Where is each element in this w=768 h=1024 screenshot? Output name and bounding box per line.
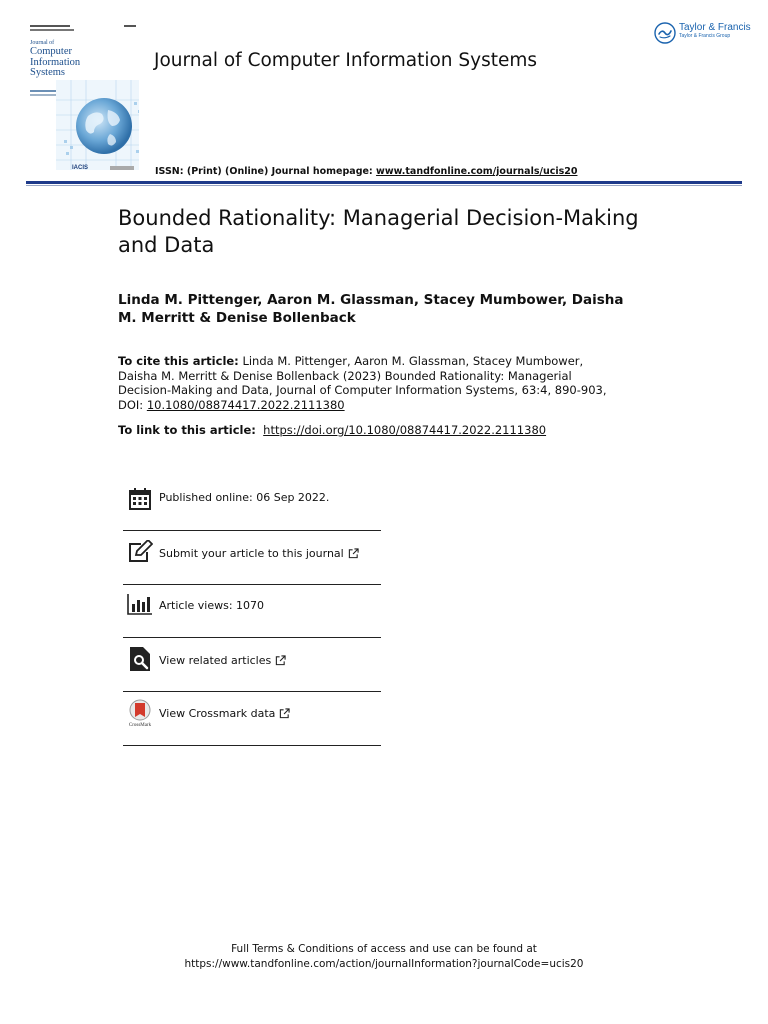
article-title: Bounded Rationality: Managerial Decision-Making and Data: [118, 206, 639, 257]
article-info-list: [123, 476, 381, 746]
article-views-text: Article views: 1070: [159, 599, 265, 612]
published-online-row: [123, 476, 381, 531]
crossmark-row[interactable]: [123, 692, 381, 746]
cover-journal-title: [30, 40, 120, 79]
cover-title-line: Computer: [30, 46, 72, 57]
issn-homepage-line: [155, 166, 577, 177]
link-label: To link to this article:: [118, 423, 256, 437]
article-doi-link[interactable]: https://doi.org/10.1080/08874417.2022.2111380: [263, 423, 547, 437]
terms-footer-line1: Full Terms & Conditions of access and use can be found at: [231, 943, 537, 955]
citation-block: [118, 354, 618, 412]
calendar-icon: [127, 486, 153, 512]
cover-publisher-logo: [110, 166, 134, 170]
terms-footer: [0, 942, 768, 972]
crossmark-icon: [127, 700, 153, 726]
cover-header-line: [124, 25, 136, 27]
related-articles-row[interactable]: [123, 638, 381, 692]
cite-label: To cite this article:: [118, 354, 239, 368]
publisher-name: Taylor & Francis: [679, 22, 751, 33]
external-link-icon: [348, 548, 359, 559]
globe-illustration: [56, 80, 139, 170]
cover-title-line: Information: [30, 56, 81, 68]
article-link-line: [118, 423, 546, 438]
related-articles-link[interactable]: View related articles: [159, 654, 272, 667]
journal-homepage-link[interactable]: www.tandfonline.com/journals/ucis20: [376, 166, 578, 177]
cover-publisher-mark: IACIS: [72, 165, 89, 171]
taylor-francis-logo[interactable]: [654, 22, 751, 44]
crossmark-icon-label: CrossMark: [128, 723, 152, 727]
journal-title: Journal of Computer Information Systems: [154, 50, 538, 71]
article-views-row: [123, 585, 381, 638]
published-online-text: Published online: 06 Sep 2022.: [159, 491, 330, 504]
article-authors: Linda M. Pittenger, Aaron M. Glassman, Stacey Mumbower, Daisha M. Merritt & Denise Bollenback: [118, 292, 624, 326]
cover-header-line: [30, 29, 74, 31]
submit-article-row[interactable]: [123, 531, 381, 585]
document-search-icon: [127, 646, 153, 672]
external-link-icon: [275, 655, 286, 666]
issn-text: ISSN: (Print) (Online) Journal homepage:: [155, 166, 377, 177]
cover-title-line: Systems: [30, 67, 66, 78]
terms-footer-url[interactable]: https://www.tandfonline.com/action/journalInformation?journalCode=ucis20: [184, 958, 584, 970]
bar-chart-icon: [127, 591, 153, 617]
publisher-group: Taylor & Francis Group: [679, 33, 731, 39]
external-link-icon: [279, 708, 290, 719]
crossmark-link[interactable]: View Crossmark data: [159, 707, 276, 720]
submit-article-link[interactable]: Submit your article to this journal: [159, 547, 344, 560]
cover-header-line: [30, 25, 70, 27]
edit-icon: [127, 539, 153, 565]
taylor-francis-icon: [654, 22, 676, 44]
cite-text: Linda M. Pittenger, Aaron M. Glassman, Stacey Mumbower, Daisha M. Merritt & Denise Bollenback (2023) Bounded Rationality: Managerial Decision-Making and Data, Journal of Computer Information Systems, 63:4, 890-903, DOI:: [118, 354, 607, 412]
cite-doi-link[interactable]: 10.1080/08874417.2022.2111380: [146, 397, 345, 412]
cover-title-of: Journal of: [30, 40, 55, 46]
journal-cover-image: [26, 22, 139, 177]
header-divider-thin: [26, 185, 742, 186]
header-divider: [26, 181, 742, 184]
